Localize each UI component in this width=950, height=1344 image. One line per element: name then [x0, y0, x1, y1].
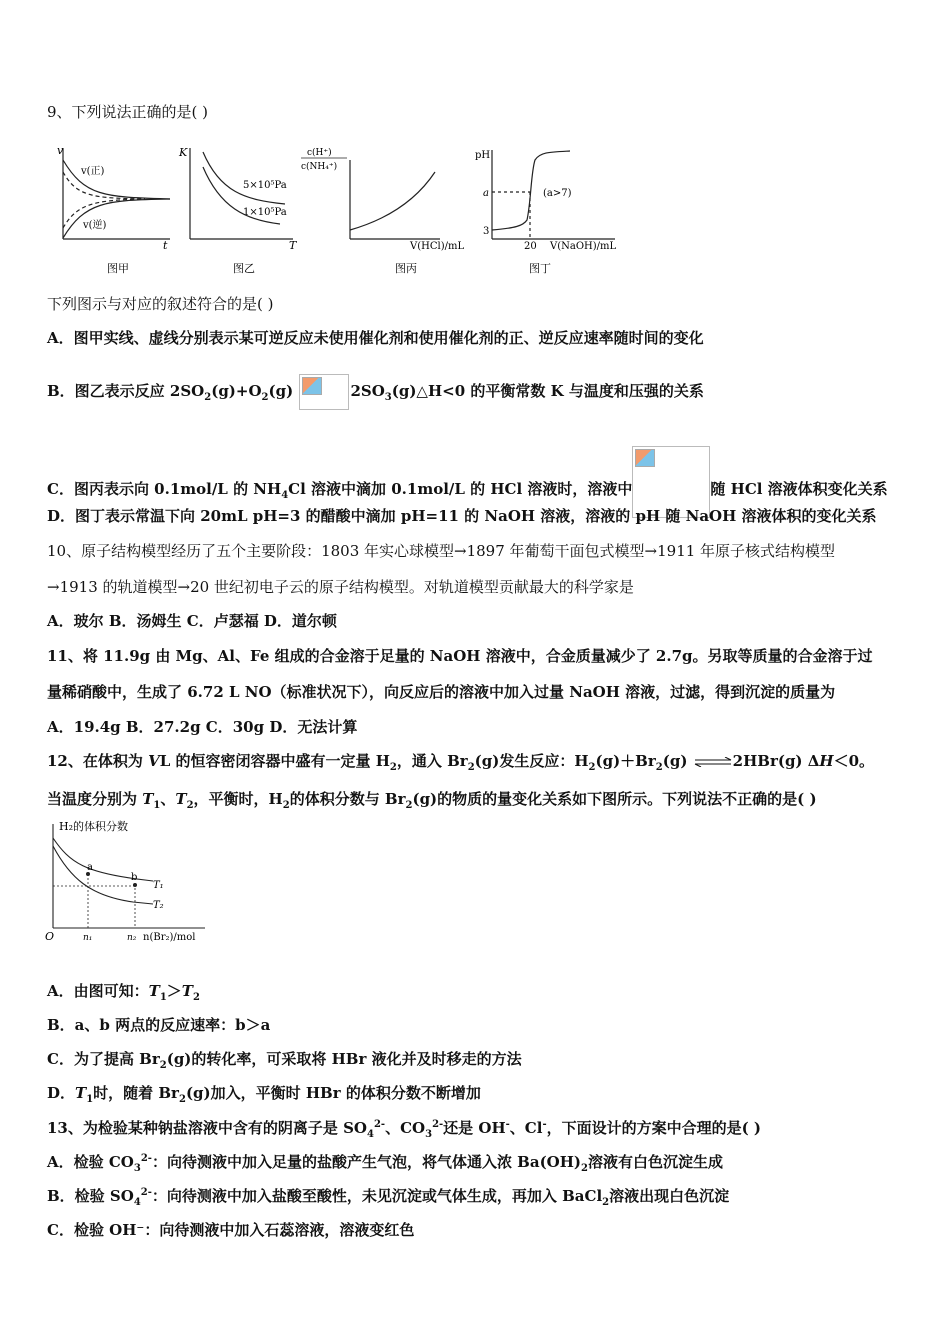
fig-ding-ylabel: pH	[475, 150, 491, 161]
fig-jia-caption: 图甲	[107, 262, 129, 275]
q12-option-d: D．$T_1$时，随着 $Br_2(g)$加入，平衡时 HBr 的体积分数不断增加	[47, 1084, 481, 1105]
q12-point-b: b	[131, 872, 138, 883]
q9-title: 9、下列说法正确的是( )	[47, 103, 209, 121]
q12-point-a: a	[87, 862, 93, 873]
fig-jia-ylabel: v	[57, 144, 64, 157]
q12-option-a: A．由图可知：$T_1>T_2$	[47, 982, 200, 1003]
q12-option-c: C．为了提高 $Br_2(g)$的转化率，可采取将 HBr 液化并及时移走的方法	[47, 1050, 522, 1071]
q9-option-a: A．图甲实线、虚线分别表示某可逆反应未使用催化剂和使用催化剂的正、逆反应速率随时间的变化	[47, 329, 704, 347]
q9-stem: 下列图示与对应的叙述符合的是( )	[47, 295, 274, 313]
q12-label-t2: T₂	[153, 900, 164, 911]
q12-line2: 当温度分别为 $T_1$、$T_2$，平衡时，$H_2$的体积分数与 $Br_2(g)$的物质的量变化关系如下图所示。下列说法不正确的是( )	[47, 790, 817, 811]
fig-ding-tick-20: 20	[524, 241, 537, 252]
fig-ding-xlabel: V(NaOH)/mL	[550, 241, 617, 252]
fig-bing-ylabel-num: c(H⁺)	[307, 148, 332, 158]
fig-jia	[63, 148, 170, 239]
fig-jia-line2: v(逆)	[83, 220, 107, 231]
q9-option-d: D．图丁表示常温下向 20mL pH=3 的醋酸中滴加 pH=11 的 NaOH 溶液，溶液的 pH 随 NaOH 溶液体积的变化关系	[47, 507, 877, 525]
q9-figures	[45, 142, 625, 282]
q12-label-t1: T₁	[153, 880, 164, 891]
q10-line1: 10、原子结构模型经历了五个主要阶段：1803 年实心球模型→1897 年葡萄干面包式模型→1911 年原子核式结构模型	[47, 542, 836, 560]
fig-yi-xlabel: T	[289, 239, 297, 252]
fig-bing-xlabel: V(HCl)/mL	[410, 241, 465, 252]
fig-ding-tick-a: a	[483, 188, 489, 199]
q12-option-b: B．a、b 两点的反应速率：b＞a	[47, 1016, 271, 1034]
reversible-arrow-icon	[693, 757, 733, 767]
q12-xlabel: n(Br₂)/mol	[143, 932, 196, 943]
q12-n1: n₁	[83, 933, 93, 943]
fig-bing-caption: 图丙	[395, 262, 417, 275]
q10-line2: →1913 的轨道模型→20 世纪初电子云的原子结构模型。对轨道模型贡献最大的科学家是	[47, 578, 634, 596]
q9-option-c: C．图丙表示向 0.1mol/L 的 $NH_4Cl$ 溶液中滴加 0.1mol/L 的 HCl 溶液时，溶液中 随 HCl 溶液体积变化关系	[47, 446, 888, 518]
fig-yi-ylabel: K	[179, 146, 188, 159]
fig-ding-note: (a>7)	[543, 188, 572, 199]
q12-origin: O	[45, 930, 55, 943]
q9-option-b: B．图乙表示反应 $2SO_2(g)+O_2(g)$ $2SO_3(g)\triangle H<0$ 的平衡常数 K 与温度和压强的关系	[47, 374, 704, 410]
q11-line2: 量稀硝酸中，生成了 6.72 L NO（标准状况下），向反应后的溶液中加入过量 NaOH 溶液，过滤，得到沉淀的质量为	[47, 683, 836, 701]
q11-line1: 11、将 11.9g 由 Mg、Al、Fe 组成的合金溶于足量的 NaOH 溶液中，合金质量减少了 2.7g。另取等质量的合金溶于过	[47, 647, 873, 665]
q12-line1: 12、在体积为 VL 的恒容密闭容器中盛有一定量 $H_2$，通入 $Br_2(g)$发生反应：$H_2(g)+Br_2(g)$ 2HBr(g) ΔH＜0。	[47, 752, 875, 773]
q13-stem: 13、为检验某种钠盐溶液中含有的阴离子是 $SO_4^{2-}$、$CO_3^{2-}$还是 OH-、Cl-，下面设计的方案中合理的是( )	[47, 1119, 762, 1140]
fig-ding-tick-3: 3	[483, 226, 490, 237]
q13-option-b: B．检验 $SO_4^{2-}$：向待测液中加入盐酸至酸性，未见沉淀或气体生成，再加入 BaCl$_2$溶液出现白色沉淀	[47, 1187, 730, 1208]
q12-n2: n₂	[127, 933, 137, 943]
fig-yi-line2: 1×10⁵Pa	[243, 207, 287, 218]
q12-graph-ylabel: H₂的体积分数	[59, 820, 129, 833]
fig-yi-caption: 图乙	[233, 262, 255, 275]
fig-yi-line1: 5×10⁵Pa	[243, 180, 287, 191]
fig-bing-ylabel-den: c(NH₄⁺)	[301, 162, 338, 172]
q13-option-c: C．检验 OH⁻：向待测液中加入石蕊溶液，溶液变红色	[47, 1221, 415, 1239]
equilibrium-arrow-image	[299, 374, 349, 410]
q13-option-a: A．检验 $CO_3^{2-}$：向待测液中加入足量的盐酸产生气泡，将气体通入浓 $Ba(OH)_2$溶液有白色沉淀生成	[47, 1153, 723, 1174]
fig-jia-xlabel: t	[163, 239, 168, 252]
q11-options: A．19.4g B．27.2g C．30g D．无法计算	[47, 718, 358, 736]
fig-yi	[190, 148, 293, 239]
fig-jia-line1: v(正)	[81, 166, 105, 177]
q12-graph	[45, 818, 210, 946]
q10-options: A．玻尔 B．汤姆生 C．卢瑟福 D．道尔顿	[47, 612, 337, 630]
fig-ding-caption: 图丁	[529, 262, 551, 275]
